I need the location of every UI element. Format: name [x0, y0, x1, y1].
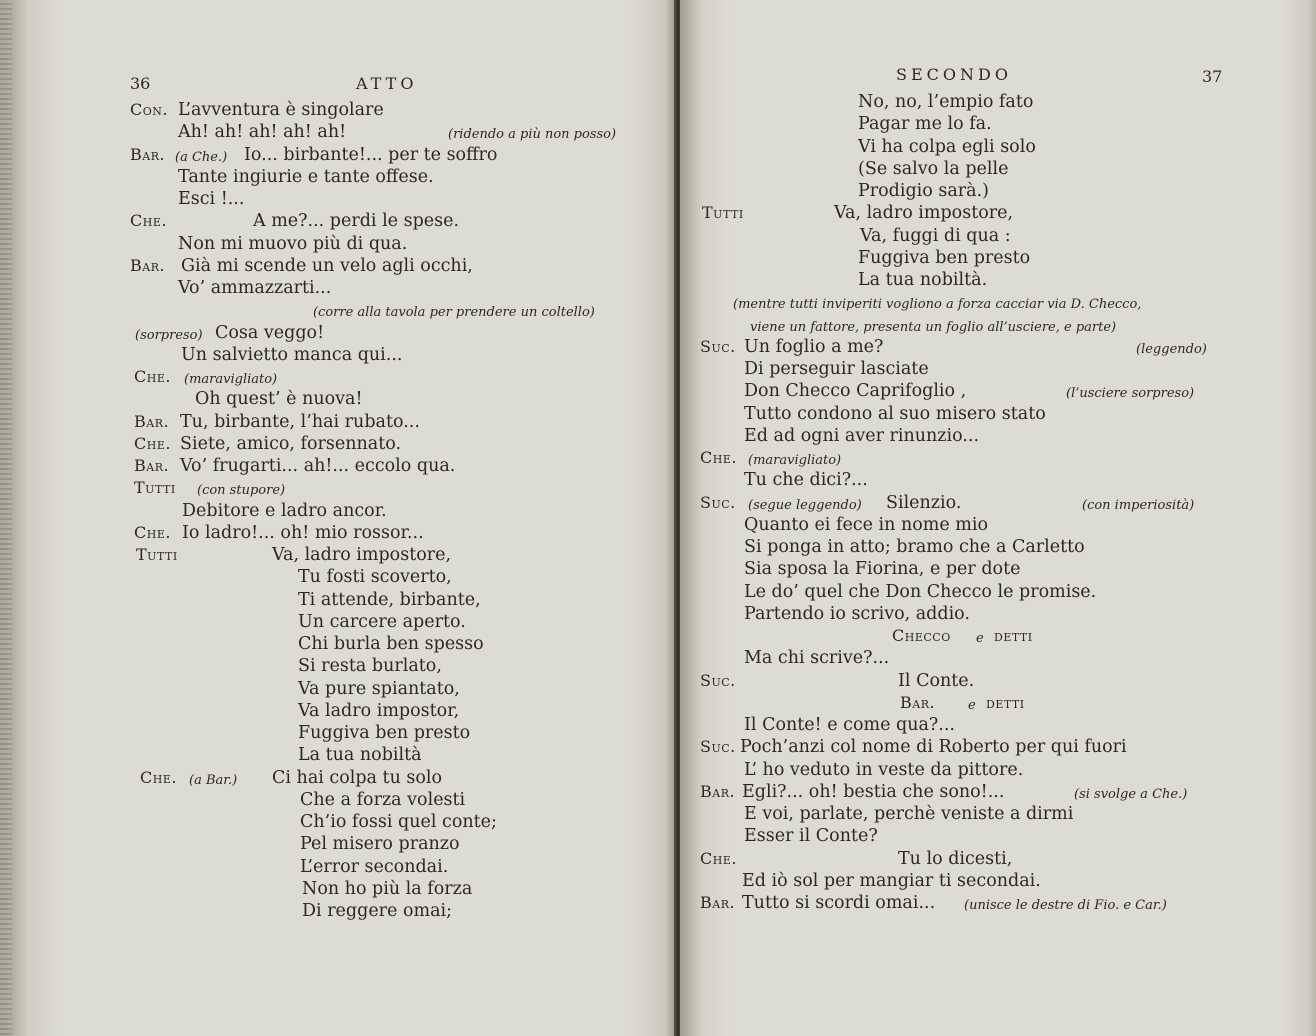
speaker-name: Con.: [130, 100, 168, 119]
verse-line: Tu, birbante, l’hai rubato...: [180, 411, 420, 432]
page-edge: [0, 0, 12, 1036]
verse-line: La tua nobiltà: [298, 745, 422, 766]
speaker-name: Suc.: [700, 336, 736, 356]
stage-direction: (maravigliato): [184, 372, 278, 387]
stage-direction: (mentre tutti inviperiti vogliono a forza cacciar via D. Checco,: [733, 297, 1142, 313]
verse-line: Di reggere omai;: [302, 901, 453, 921]
verse-line: Si ponga in atto; bramo che a Carletto: [744, 537, 1085, 557]
speaker-name: Tutti: [702, 203, 744, 223]
speaker-name: Bar.: [900, 692, 936, 712]
speaker-name: Bar.: [700, 781, 736, 801]
stage-direction: (corre alla tavola per prendere un coltello): [313, 305, 595, 321]
speaker-name: Che.: [700, 448, 737, 467]
verse-line: Ah! ah! ah! ah! ah!: [178, 122, 347, 143]
stage-direction: e: [968, 697, 976, 713]
verse-line: L’ ho veduto in veste da pittore.: [744, 759, 1024, 780]
speaker-name: detti: [994, 626, 1033, 645]
verse-line: Ci hai colpa tu solo: [272, 767, 443, 788]
stage-direction: (a Bar.): [189, 772, 238, 788]
verse-line: Non mi muovo più di qua.: [178, 233, 408, 254]
verse-line: Va, fuggi di qua :: [860, 225, 1011, 246]
verse-line: Le do’ quel che Don Checco le promise.: [744, 581, 1097, 602]
verse-line: Va ladro impostor,: [298, 700, 460, 721]
verse-line: Vo’ frugarti... ah!... eccolo qua.: [180, 456, 456, 476]
speaker-name: Bar.: [134, 411, 170, 431]
verse-line: Tutto condono al suo misero stato: [744, 403, 1046, 424]
verse-line: Un carcere aperto.: [298, 611, 466, 632]
stage-direction: (leggendo): [1136, 341, 1207, 357]
speaker-name: Suc.: [700, 670, 736, 690]
verse-line: A me?... perdi le spese.: [253, 211, 460, 232]
speaker-name: Che.: [140, 767, 177, 787]
verse-line: Ch’io fossi quel conte;: [300, 812, 497, 832]
verse-line: Un foglio a me?: [744, 336, 884, 357]
verse-line: L’error secondai.: [300, 856, 449, 877]
right-page: [680, 0, 1316, 1036]
speaker-name: Che.: [134, 367, 171, 386]
stage-direction: (sorpreso): [135, 327, 203, 343]
verse-line: Oh quest’ è nuova!: [195, 389, 363, 410]
verse-line: Vi ha colpa egli solo: [858, 136, 1036, 157]
speaker-name: Bar.: [700, 893, 736, 912]
speaker-name: Suc.: [700, 737, 736, 757]
verse-line: Poch’anzi col nome di Roberto per qui fuori: [740, 737, 1127, 758]
verse-line: Io ladro!... oh! mio rossor...: [182, 522, 424, 543]
verse-line: Il Conte! e come qua?...: [744, 715, 955, 735]
verse-line: La tua nobiltà.: [858, 270, 988, 290]
verse-line: Io... birbante!... per te soffro: [244, 144, 498, 165]
verse-line: E voi, parlate, perchè veniste a dirmi: [744, 804, 1074, 824]
stage-direction: (si svolge a Che.): [1074, 786, 1188, 802]
verse-line: Silenzio.: [886, 492, 962, 513]
stage-direction: (con stupore): [197, 483, 286, 499]
page-number: 37: [1202, 67, 1223, 86]
stage-direction: (unisce le destre di Fio. e Car.): [964, 898, 1167, 913]
stage-direction: (ridendo a più non posso): [448, 127, 617, 143]
verse-line: Di perseguir lasciate: [744, 359, 929, 379]
verse-line: Il Conte.: [898, 670, 975, 691]
verse-line: Si resta burlato,: [298, 656, 442, 677]
stage-direction: (a Che.): [175, 149, 228, 165]
speaker-name: Checco: [892, 626, 951, 645]
verse-line: Esser il Conte?: [744, 826, 878, 847]
verse-line: Tutto si scordi omai...: [742, 893, 936, 913]
verse-line: Don Checco Caprifoglio ,: [744, 381, 967, 402]
verse-line: Tu che dici?...: [744, 470, 868, 491]
verse-line: Va, ladro impostore,: [834, 203, 1014, 224]
speaker-name: Tutti: [134, 478, 176, 498]
verse-line: Va, ladro impostore,: [272, 545, 452, 565]
verse-line: Chi burla ben spesso: [298, 634, 484, 654]
verse-line: Vo’ ammazzarti...: [178, 278, 332, 298]
verse-line: Va pure spiantato,: [298, 678, 460, 699]
verse-line: Tante ingiurie e tante offese.: [178, 166, 434, 187]
speaker-name: Bar.: [130, 255, 166, 275]
verse-line: Sia sposa la Fiorina, e per dote: [744, 559, 1021, 580]
speaker-name: Bar.: [130, 144, 166, 164]
speaker-name: Che.: [130, 211, 167, 231]
verse-line: Ma chi scrive?...: [744, 648, 890, 669]
verse-line: No, no, l’empio fato: [858, 92, 1034, 112]
stage-direction: (con imperiosità): [1082, 497, 1195, 513]
verse-line: Partendo io scrivo, addio.: [744, 603, 970, 624]
verse-line: Non ho più la forza: [302, 878, 473, 899]
verse-line: Che a forza volesti: [300, 789, 466, 810]
verse-line: Esci !...: [178, 189, 245, 209]
verse-line: Prodigio sarà.): [858, 181, 989, 201]
verse-line: Fuggiva ben presto: [298, 723, 471, 743]
speaker-name: Bar.: [134, 456, 170, 475]
stage-direction: viene un fattore, presenta un foglio all’usciere, e parte): [750, 319, 1117, 335]
speaker-name: Che.: [134, 433, 171, 453]
verse-line: Debitore e ladro ancor.: [182, 500, 387, 521]
speaker-name: detti: [986, 692, 1025, 712]
running-head: ATTO: [356, 74, 418, 93]
page-number: 36: [130, 74, 151, 93]
verse-line: Egli?... oh! bestia che sono!...: [742, 781, 1005, 802]
verse-line: Già mi scende un velo agli occhi,: [181, 255, 473, 276]
verse-line: Tu lo dicesti,: [898, 848, 1013, 869]
speaker-name: Tutti: [136, 545, 178, 564]
verse-line: Cosa veggo!: [215, 322, 325, 343]
verse-line: Ed ad ogni aver rinunzio...: [744, 425, 980, 446]
running-head: SECONDO: [896, 65, 1012, 84]
stage-direction: (l’usciere sorpreso): [1066, 386, 1195, 402]
verse-line: Ed iò sol per mangiar ti secondai.: [742, 870, 1041, 891]
speaker-name: Che.: [700, 848, 737, 868]
speaker-name: Che.: [134, 522, 171, 542]
stage-direction: (segue leggendo): [748, 497, 862, 513]
verse-line: Siete, amico, forsennato.: [180, 433, 402, 454]
verse-line: Un salvietto manca qui...: [181, 344, 403, 365]
speaker-name: Suc.: [700, 492, 736, 512]
verse-line: Tu fosti scoverto,: [298, 567, 452, 588]
stage-direction: (maravigliato): [748, 453, 842, 468]
verse-line: L’avventura è singolare: [178, 100, 384, 120]
verse-line: Ti attende, birbante,: [298, 589, 481, 610]
verse-line: (Se salvo la pelle: [858, 158, 1009, 179]
verse-line: Pagar me lo fa.: [858, 114, 992, 135]
verse-line: Quanto ei fece in nome mio: [744, 514, 989, 535]
verse-line: Pel misero pranzo: [300, 834, 460, 855]
verse-line: Fuggiva ben presto: [858, 247, 1031, 268]
stage-direction: e: [976, 631, 984, 646]
